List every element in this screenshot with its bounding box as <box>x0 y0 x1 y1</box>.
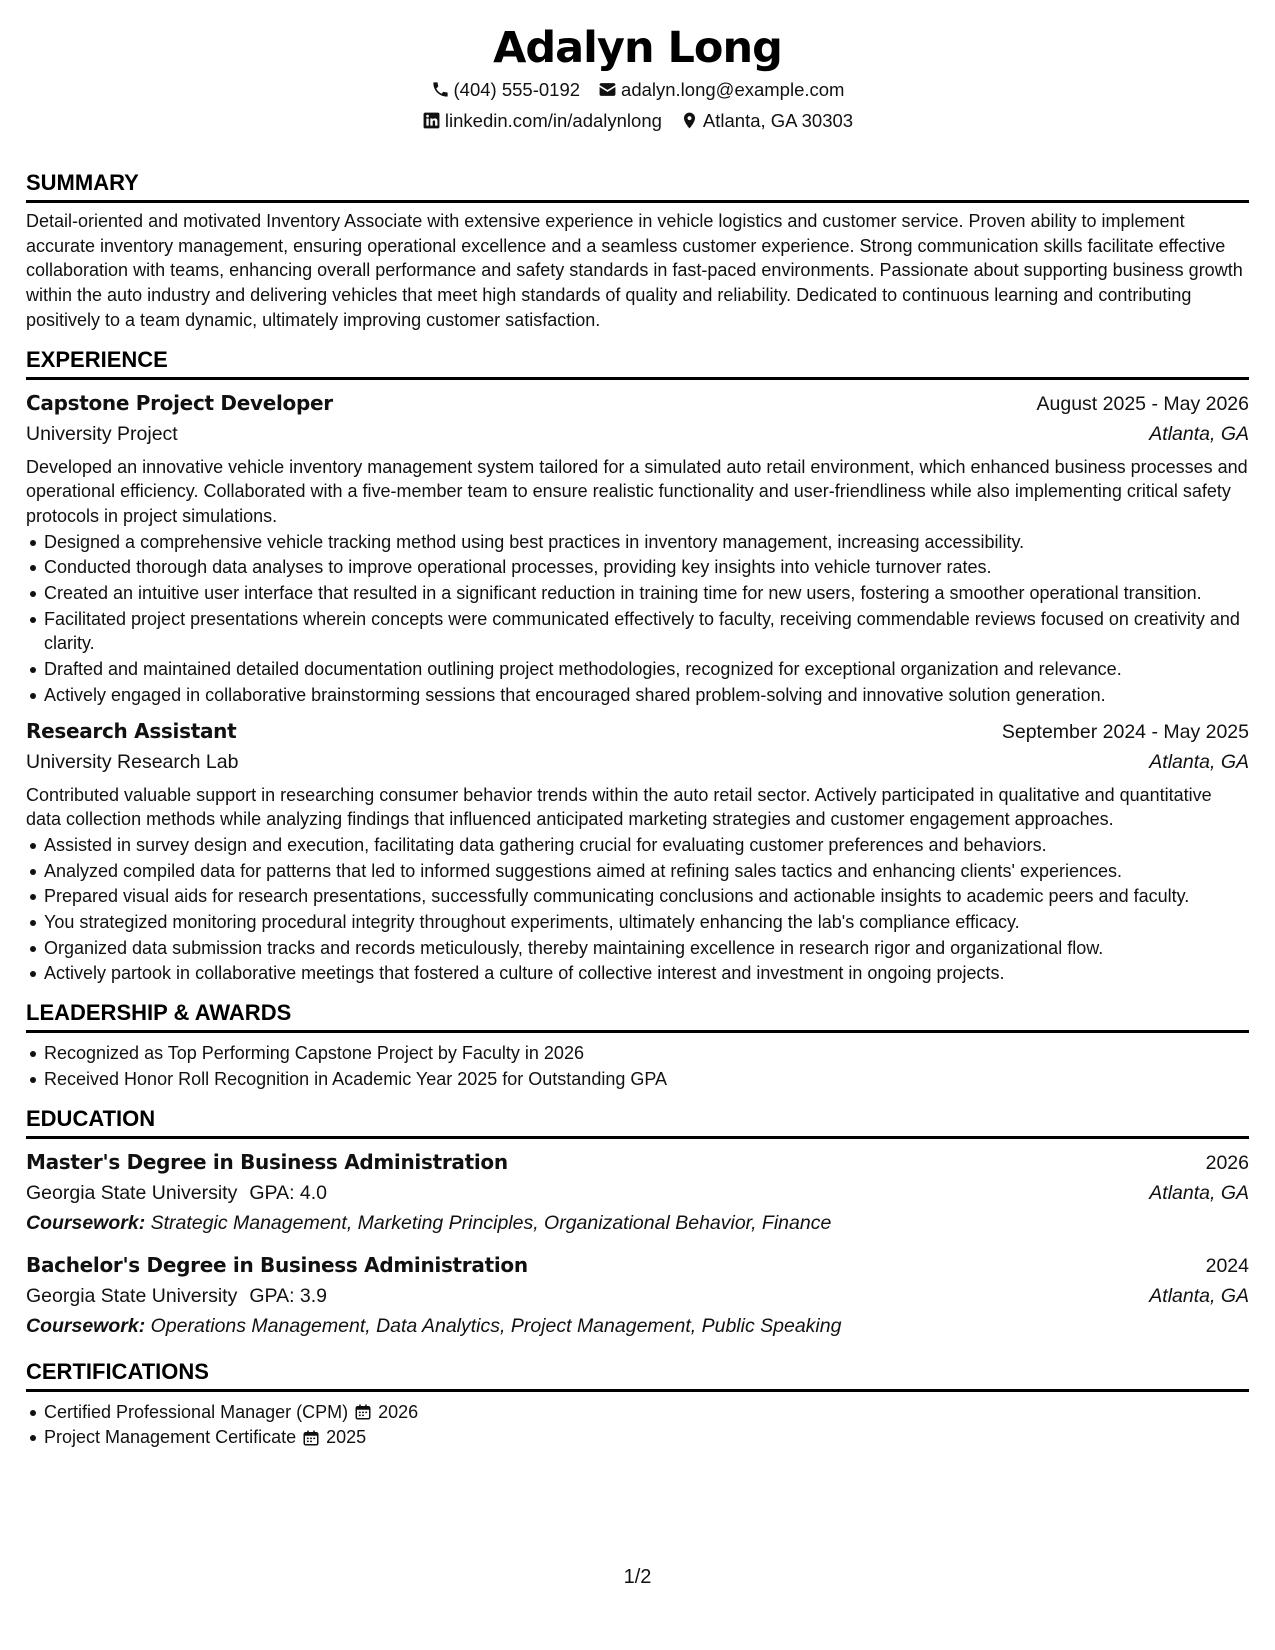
entry-header <box>26 716 1249 747</box>
gpa-value: GPA: 3.9 <box>249 1284 328 1307</box>
calendar-icon <box>354 1403 372 1421</box>
envelope-icon <box>598 80 617 99</box>
section-title-experience: EXPERIENCE <box>26 347 1249 380</box>
job-title: Research Assistant <box>26 718 237 743</box>
gpa-value: GPA: 4.0 <box>249 1181 328 1204</box>
degree-title: Bachelor's Degree in Business Administration <box>26 1252 528 1277</box>
job-dates: August 2025 - May 2026 <box>1036 392 1249 415</box>
list-item: Assisted in survey design and execution, facilitating data gathering crucial for evaluating customer preferences and behaviors. <box>44 833 1249 858</box>
contact-row-1 <box>26 74 1249 105</box>
email-address: adalyn.long@example.com <box>621 79 845 100</box>
certification-year: 2025 <box>326 1427 367 1448</box>
list-item: Created an intuitive user interface that resulted in a significant reduction in training time for new users, fostering a smoother operational transition. <box>44 581 1249 606</box>
certification-year: 2026 <box>378 1401 419 1422</box>
job-description: Developed an innovative vehicle inventory management system tailored for a simulated auto retail environment, which enhanced business processes and operational efficiency. Collaborated with a five-member team to ensure realistic functionality and user-friendliness while also implementing critical safety protocols in project simulations. <box>26 456 1248 526</box>
entry-subheader <box>26 747 1249 777</box>
job-location: Atlanta, GA <box>1149 750 1249 773</box>
leadership-section <box>26 1000 1249 1091</box>
certification-line <box>44 1400 418 1425</box>
list-item: Actively partook in collaborative meetings that fostered a culture of collective interest and investment in ongoing projects. <box>44 961 1249 986</box>
contact-row-2 <box>26 105 1249 136</box>
coursework-label: Coursework: <box>26 1314 146 1337</box>
list-item: Organized data submission tracks and records meticulously, thereby maintaining excellence in research rigor and organizational flow. <box>44 936 1249 961</box>
list-item: Actively engaged in collaborative brainstorming sessions that encouraged shared problem-solving and innovative solution generation. <box>44 683 1249 708</box>
phone-contact[interactable] <box>431 74 581 105</box>
education-section <box>26 1106 1249 1341</box>
list-item: Drafted and maintained detailed documentation outlining project methodologies, recognized for exceptional organization and relevance. <box>44 657 1249 682</box>
certification-name: Certified Professional Manager (CPM) <box>44 1401 349 1422</box>
linkedin-contact[interactable] <box>422 105 662 136</box>
coursework-label: Coursework: <box>26 1211 146 1234</box>
job-organization: University Research Lab <box>26 750 239 773</box>
list-item <box>44 1425 1249 1450</box>
section-title-summary: SUMMARY <box>26 170 1249 203</box>
experience-entry <box>26 388 1249 708</box>
candidate-name: Adalyn Long <box>493 23 782 73</box>
list-item: Prepared visual aids for research presentations, successfully communicating conclusions and actionable insights to academic peers and faculty. <box>44 884 1249 909</box>
resume-header <box>26 22 1249 136</box>
degree-year: 2024 <box>1205 1254 1249 1277</box>
section-title-education: EDUCATION <box>26 1106 1249 1139</box>
summary-text: Detail-oriented and motivated Inventory Associate with extensive experience in vehicle logistics and customer service. Proven ability to implement accurate inventory management, ensuring operational excellence and a seamless customer experience. Strong communication skills facilitate effective collaboration with teams, enhancing overall performance and safety standards in fast-paced environments. Passionate about supporting business growth within the auto industry and delivering vehicles that meet high standards of quality and reliability. Dedicated to continuous learning and contributing positively to a team dynamic, ultimately improving customer satisfaction. <box>26 211 1243 330</box>
job-organization: University Project <box>26 422 178 445</box>
job-description: Contributed valuable support in researching consumer behavior trends within the auto retail sector. Actively participated in qualitative and quantitative data collection methods while analyzing findings that influenced anticipated marketing strategies and customer engagement approaches. <box>26 784 1212 830</box>
list-item: Designed a comprehensive vehicle tracking method using best practices in inventory management, increasing accessibility. <box>44 530 1249 555</box>
linkedin-url: linkedin.com/in/adalynlong <box>444 110 662 131</box>
entry-subheader <box>26 1281 1249 1311</box>
resume-page <box>26 0 1249 1450</box>
list-item: You strategized monitoring procedural integrity throughout experiments, ultimately enhancing the lab's compliance efficacy. <box>44 910 1249 935</box>
job-dates: September 2024 - May 2025 <box>1001 720 1249 743</box>
email-contact[interactable] <box>598 74 844 105</box>
summary-section <box>26 170 1249 333</box>
entry-header <box>26 388 1249 419</box>
map-pin-icon <box>680 111 699 130</box>
entry-header <box>26 1250 1249 1281</box>
calendar-icon <box>302 1429 320 1447</box>
school-location: Atlanta, GA <box>1149 1284 1249 1307</box>
location-text: Atlanta, GA 30303 <box>702 110 854 131</box>
degree-year: 2026 <box>1205 1151 1249 1174</box>
school-info <box>26 1281 327 1311</box>
job-bullets <box>26 530 1249 708</box>
coursework <box>26 1208 1249 1238</box>
school-info <box>26 1178 327 1208</box>
school-name: Georgia State University <box>26 1181 238 1204</box>
experience-entry <box>26 716 1249 987</box>
section-title-certifications: CERTIFICATIONS <box>26 1359 1249 1392</box>
school-location: Atlanta, GA <box>1149 1181 1249 1204</box>
certification-line <box>44 1425 366 1450</box>
list-item: Recognized as Top Performing Capstone Project by Faculty in 2026 <box>44 1041 1249 1066</box>
coursework-text: Strategic Management, Marketing Principles, Organizational Behavior, Finance <box>150 1211 832 1234</box>
list-item: Facilitated project presentations wherein concepts were communicated effectively to faculty, receiving commendable reviews focused on creativity and clarity. <box>44 607 1249 656</box>
education-entry <box>26 1250 1249 1341</box>
phone-icon <box>431 80 450 99</box>
list-item <box>44 1400 1249 1425</box>
linkedin-icon <box>422 111 441 130</box>
certifications-section <box>26 1359 1249 1450</box>
coursework-text: Operations Management, Data Analytics, Project Management, Public Speaking <box>150 1314 842 1337</box>
phone-number: (404) 555-0192 <box>453 79 581 100</box>
job-location: Atlanta, GA <box>1149 422 1249 445</box>
location-contact <box>680 105 853 136</box>
job-title: Capstone Project Developer <box>26 390 333 415</box>
entry-subheader <box>26 419 1249 449</box>
experience-section <box>26 347 1249 987</box>
list-item: Conducted thorough data analyses to improve operational processes, providing key insights into vehicle turnover rates. <box>44 555 1249 580</box>
entry-header <box>26 1147 1249 1178</box>
page-number: 1/2 <box>623 1566 652 1588</box>
degree-title: Master's Degree in Business Administration <box>26 1149 508 1174</box>
education-entry <box>26 1147 1249 1238</box>
section-title-leadership: LEADERSHIP & AWARDS <box>26 1000 1249 1033</box>
list-item: Analyzed compiled data for patterns that led to informed suggestions aimed at refining sales tactics and enhancing clients' experiences. <box>44 859 1249 884</box>
entry-subheader <box>26 1178 1249 1208</box>
certification-name: Project Management Certificate <box>44 1427 297 1448</box>
list-item: Received Honor Roll Recognition in Academic Year 2025 for Outstanding GPA <box>44 1067 1249 1092</box>
certifications-list <box>26 1400 1249 1450</box>
awards-list <box>26 1041 1249 1091</box>
coursework <box>26 1311 1249 1341</box>
job-bullets <box>26 833 1249 986</box>
school-name: Georgia State University <box>26 1284 238 1307</box>
